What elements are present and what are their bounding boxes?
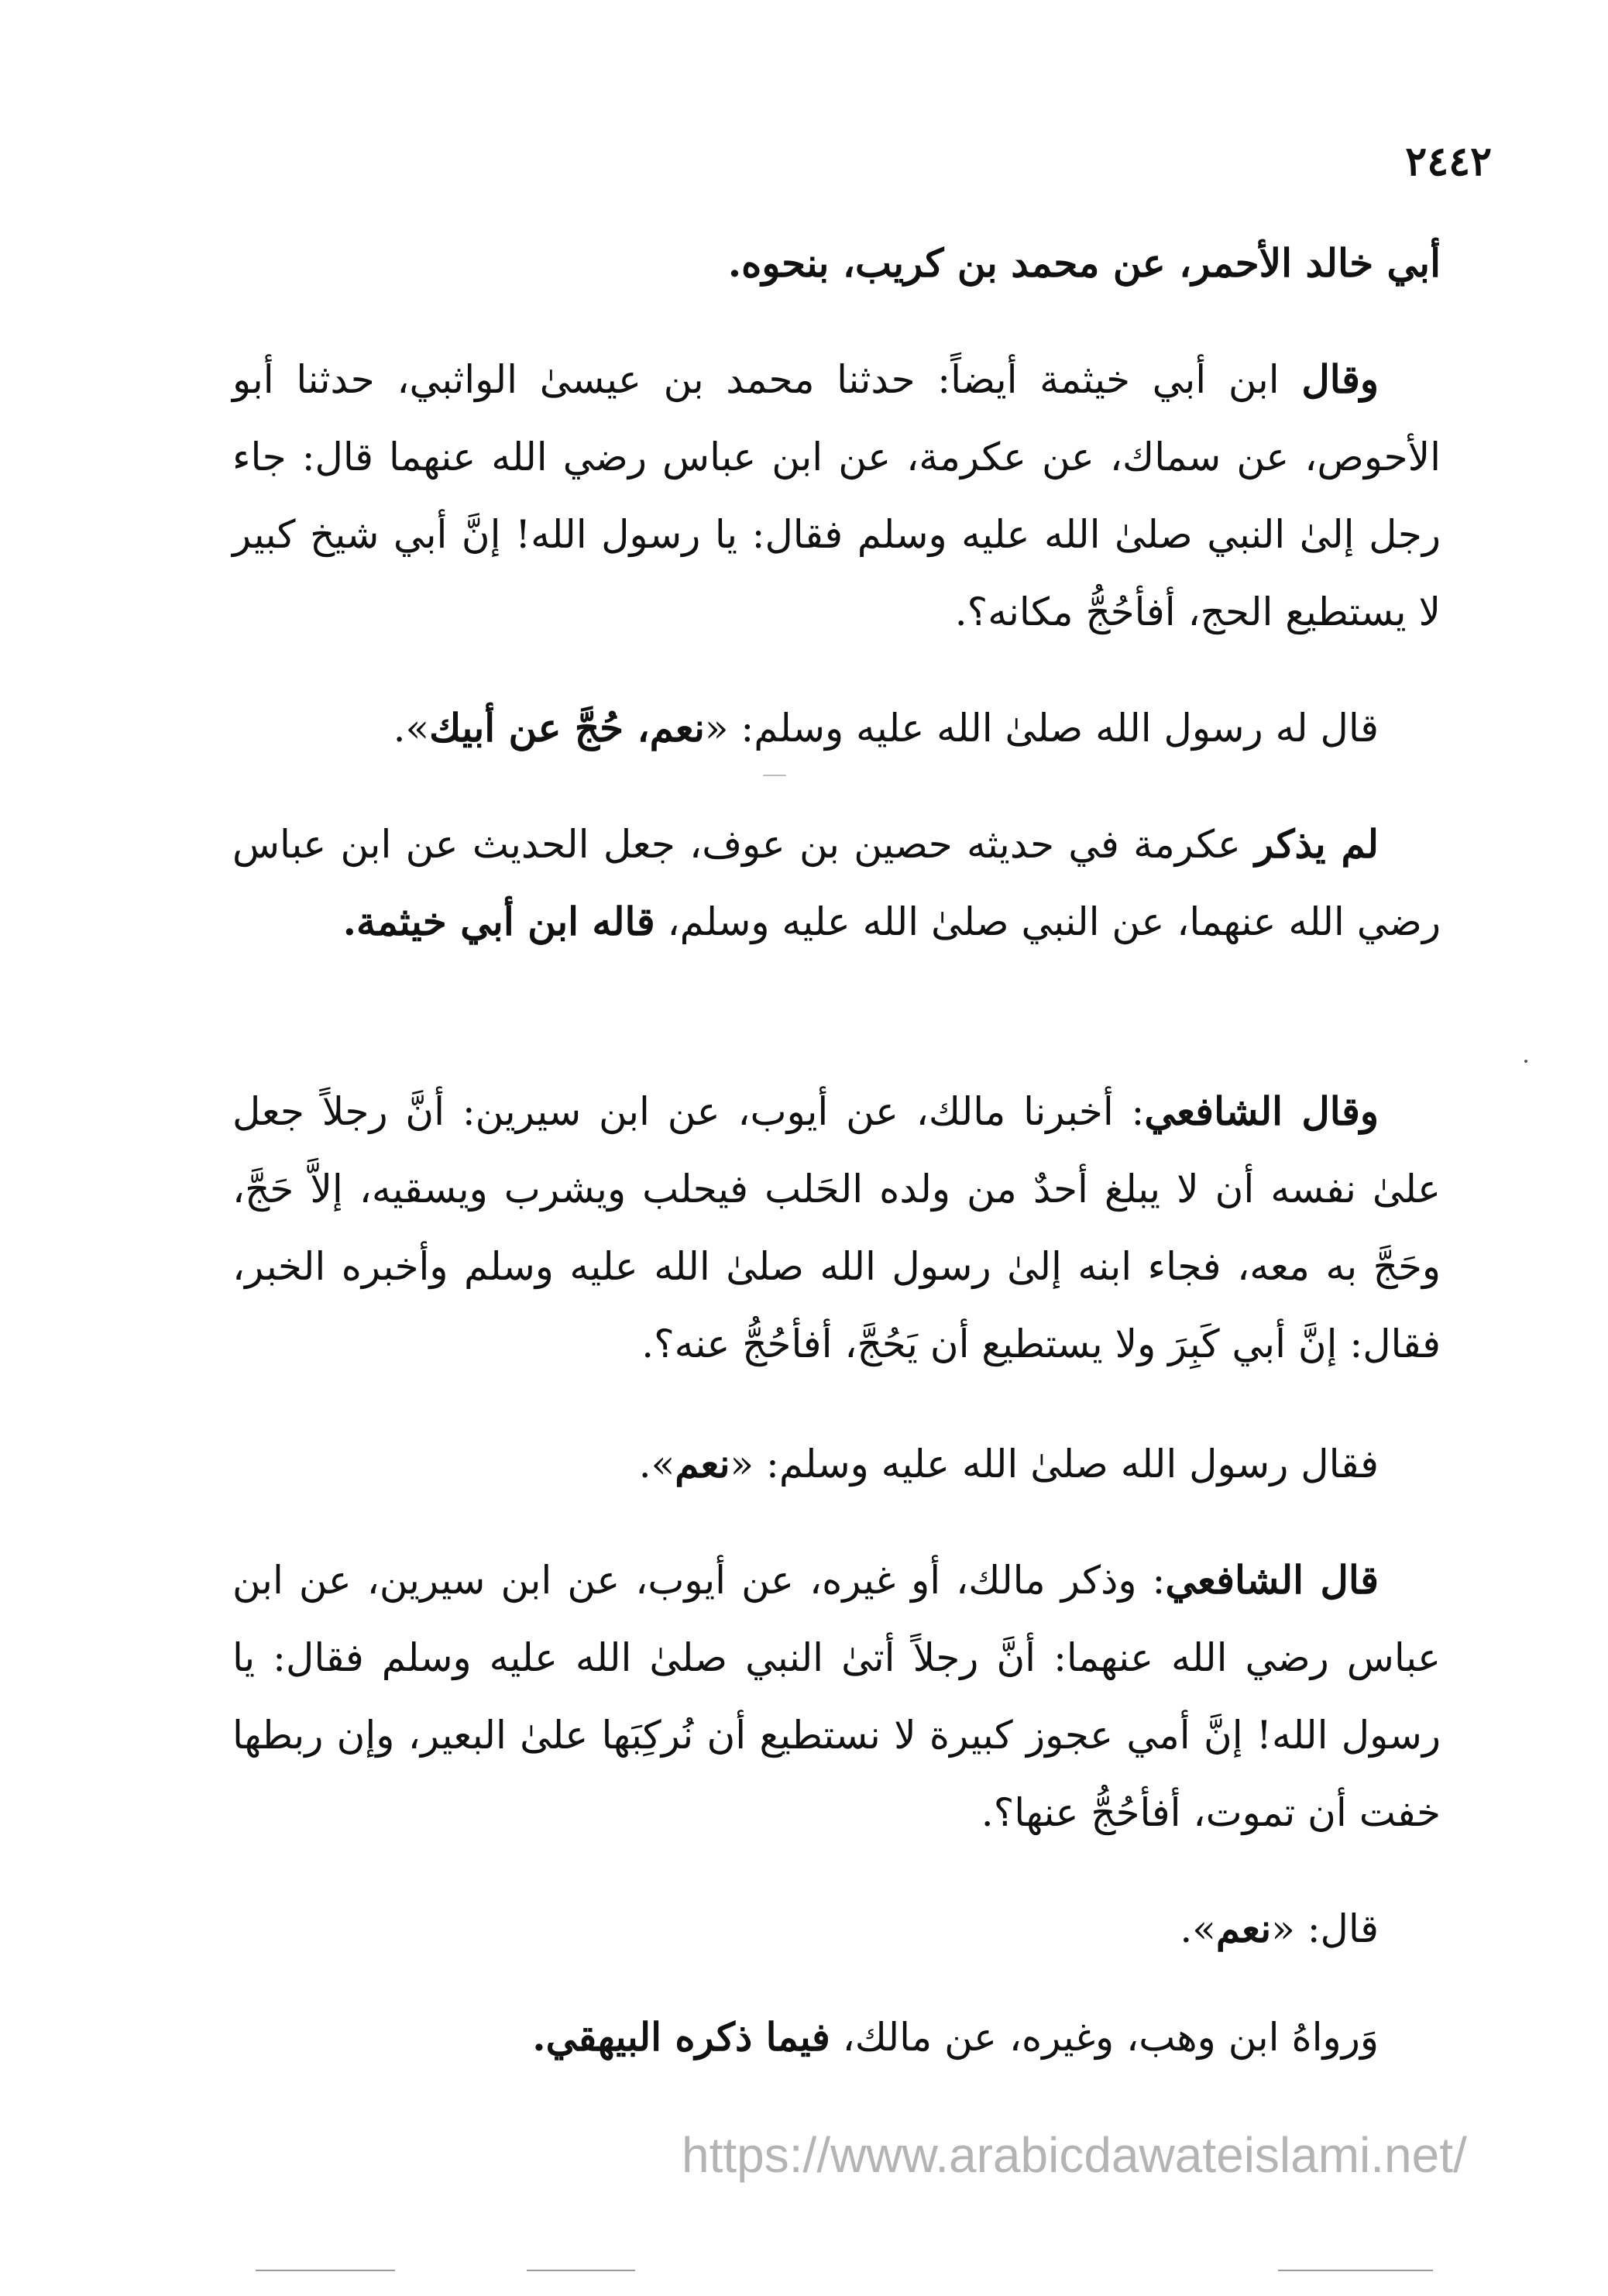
text-segment: نعم xyxy=(675,1441,730,1487)
footer-divider xyxy=(527,2270,635,2271)
paragraph-text xyxy=(232,806,1441,961)
paragraph-2 xyxy=(232,341,1441,651)
scan-speck xyxy=(1524,1060,1527,1063)
text-segment: وقال xyxy=(1301,356,1379,402)
paragraph-3 xyxy=(232,689,1441,767)
text-segment: وَرواهُ ابن وهب، وغيره، عن مالك، xyxy=(830,2015,1379,2060)
paragraph-9 xyxy=(232,1999,1441,2076)
paragraph-6 xyxy=(232,1425,1441,1503)
paragraph-4 xyxy=(232,806,1441,961)
text-segment: ». xyxy=(1180,1906,1216,1951)
text-segment: : وذكر مالك، أو غيره، عن أيوب، عن ابن سيرين، عن ابن عباس رضي الله عنهما: أنَّ رجلاً أتىٰ النبي صلىٰ الله عليه وسلم فقال: يا رسول الله! إنَّ أمي عجوز كبيرة لا نستطيع أن نُركِبَها علىٰ البعير، وإن ربطها خفت أن تموت، أفأحُجُّ عنها؟. xyxy=(232,1558,1441,1835)
paragraph-8 xyxy=(232,1890,1441,1968)
text-segment: نعم، حُجَّ عن أبيك xyxy=(429,705,705,751)
footer-divider xyxy=(256,2270,395,2271)
paragraph-text xyxy=(232,1999,1441,2076)
text-segment: ابن أبي خيثمة أيضاً: حدثنا محمد بن عيسىٰ الواثبي، حدثنا أبو الأحوص، عن سماك، عن عكرمة، عن ابن عباس رضي الله عنهما قال: جاء رجل إلىٰ النبي صلىٰ الله عليه وسلم فقال: يا رسول الله! إنَّ أبي شيخ كبير لا يستطيع الحج، أفأحُجُّ مكانه؟. xyxy=(232,357,1441,634)
paragraph-text xyxy=(232,225,1441,302)
text-segment: نعم xyxy=(1215,1906,1272,1951)
text-segment: ». xyxy=(393,706,430,751)
scan-speck xyxy=(763,775,786,776)
text-segment: قال الشافعي xyxy=(1165,1557,1380,1603)
paragraph-7 xyxy=(232,1542,1441,1851)
page-number: ٢٤٤٢ xyxy=(1405,138,1492,185)
paragraph-text xyxy=(232,689,1441,767)
text-segment: أبي خالد الأحمر، عن محمد بن كريب، بنحوه. xyxy=(727,240,1441,286)
text-segment: قاله ابن أبي خيثمة. xyxy=(342,899,655,944)
watermark-url: https://www.arabicdawateislami.net/ xyxy=(682,2127,1467,2183)
text-segment: فيما ذكره البيهقي. xyxy=(532,2014,830,2060)
text-segment: : أخبرنا مالك، عن أيوب، عن ابن سيرين: أنَّ رجلاً جعل علىٰ نفسه أن لا يبلغ أحدٌ من ولده الحَلب فيحلب ويشرب ويسقيه، إلاَّ حَجَّ، وحَجَّ به معه، فجاء ابنه إلىٰ رسول الله صلىٰ الله عليه وسلم وأخبره الخبر، فقال: إنَّ أبي كَبِرَ ولا يستطيع أن يَحُجَّ، أفأحُجُّ عنه؟. xyxy=(232,1089,1441,1366)
text-segment: لم يذكر xyxy=(1255,821,1379,867)
paragraph-1 xyxy=(232,225,1441,302)
paragraph-text xyxy=(232,341,1441,651)
paragraph-text xyxy=(232,1425,1441,1503)
text-segment: قال: « xyxy=(1271,1906,1379,1951)
text-segment: فقال رسول الله صلىٰ الله عليه وسلم: « xyxy=(730,1442,1379,1487)
text-segment: ». xyxy=(638,1442,675,1487)
paragraph-5 xyxy=(232,1073,1441,1383)
paragraph-text xyxy=(232,1890,1441,1968)
footer-divider xyxy=(1278,2270,1433,2271)
paragraph-text xyxy=(232,1073,1441,1383)
paragraph-text xyxy=(232,1542,1441,1851)
text-segment: قال له رسول الله صلىٰ الله عليه وسلم: « xyxy=(704,706,1379,751)
text-segment: عكرمة في حديثه حصين بن عوف، جعل الحديث عن ابن عباس رضي الله عنهما، عن النبي صلىٰ الله عليه وسلم، xyxy=(232,822,1441,944)
text-segment: وقال الشافعي xyxy=(1144,1088,1379,1134)
